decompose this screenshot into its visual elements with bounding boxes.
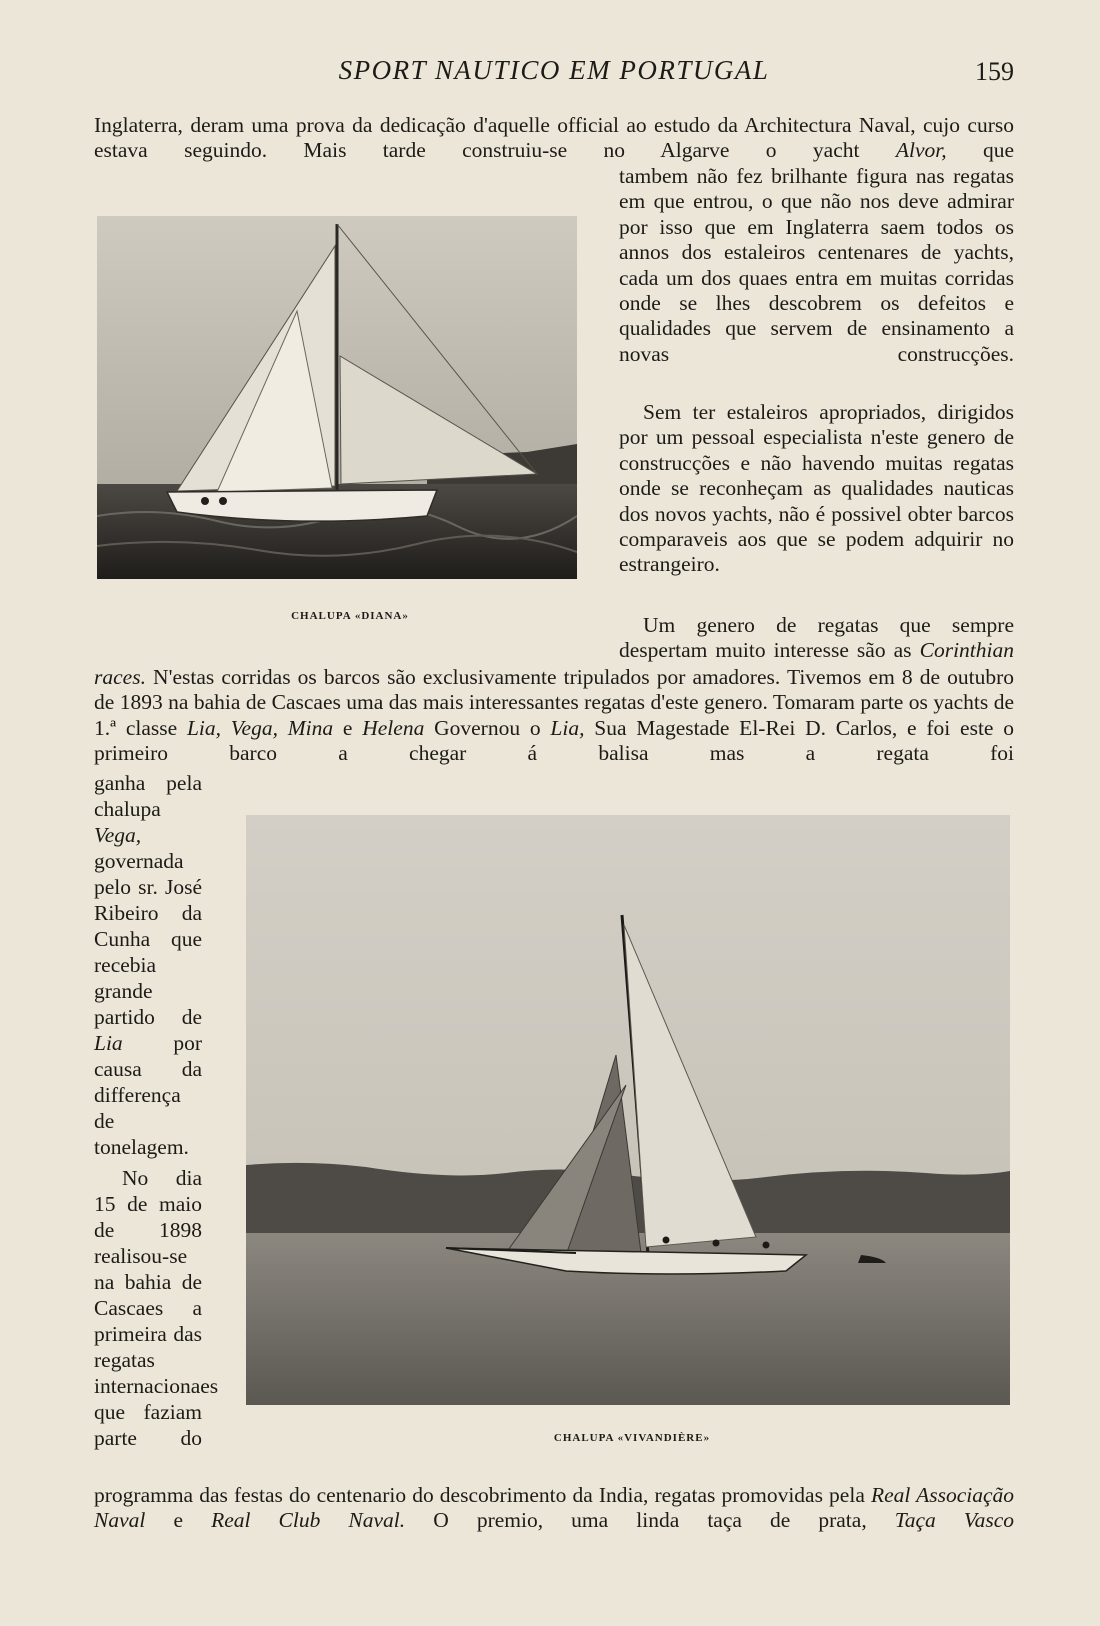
- paragraph-2: [619, 164, 1014, 367]
- yacht-name-lia: Lia,: [550, 715, 585, 740]
- running-title: SPORT NAUTICO EM PORTUGAL: [338, 55, 770, 85]
- yacht-names: Lia, Vega, Mina: [186, 715, 334, 740]
- sailboat-photo-diana: [97, 216, 577, 579]
- paragraph-3: [619, 400, 1014, 578]
- yacht-name-lia-2: Lia: [94, 1031, 123, 1055]
- narrow-column-2: [94, 1165, 219, 1451]
- caption-diana: CHALUPA «DIANA»: [291, 610, 409, 622]
- races-term: races.: [94, 665, 146, 689]
- photo-chalupa-vivandiere: [246, 815, 1010, 1405]
- taca-vasco: Taça Vasco: [894, 1508, 1015, 1533]
- paragraph-4: [619, 613, 1014, 664]
- paragraph-7-and: e: [173, 1508, 183, 1533]
- paragraph-5-text: N'estas corridas os barcos são exclusivamente tripulados por amadores. Tivemos em 8 de outubro de 1893 na bahia de Cascaes uma das mais interessantes regatas d'este genero. Tomaram parte os yachts de 1.ª classe: [94, 665, 1014, 740]
- page-number: 159: [975, 57, 1014, 86]
- caption-vivandiere: CHALUPA «VIVANDIÈRE»: [553, 1432, 711, 1444]
- paragraph-6-text: programma das festas do centenario do descobrimento da India, regatas promovidas pela: [94, 1483, 865, 1507]
- paragraph-1: [94, 113, 1014, 164]
- yacht-name-alvor: Alvor,: [895, 138, 947, 163]
- paragraph-6: [94, 1483, 1014, 1534]
- corinthian-term: Corinthian: [919, 638, 1015, 663]
- yacht-name-vega: Vega,: [94, 823, 142, 847]
- paragraph-5: [94, 665, 1014, 767]
- page-header: [94, 55, 1014, 95]
- yacht-name-helena: Helena: [362, 715, 425, 740]
- sailboat-photo-vivandiere: [246, 815, 1010, 1405]
- narrow-column-text-d: No dia 15 de maio de 1898 realisou-se na bahia de Cascaes a primeira das regatas internacionaes que faziam parte do: [94, 1166, 219, 1450]
- narrow-column: [94, 770, 202, 1160]
- paragraph-7-text: O premio, uma linda taça de prata,: [433, 1508, 867, 1533]
- narrow-column-text-b: governada pelo sr. José Ribeiro da Cunha que recebia grande partido de: [94, 849, 202, 1029]
- paragraph-5-and: e: [342, 715, 353, 740]
- paragraph-3-text: Sem ter estaleiros apropriados, dirigidos por um pessoal especialista n'este genero de construcções e não havendo muitas regatas onde se reconheçam as qualidades nauticas dos novos yachts, não é possivel obter barcos comparaveis aos que se podem adquirir no estrangeiro.: [619, 400, 1014, 577]
- narrow-column-text-a: ganha pela chalupa: [94, 771, 202, 821]
- paragraph-5-governou: Governou o: [434, 715, 541, 740]
- paragraph-1-end: que: [982, 138, 1015, 163]
- photo-chalupa-diana: [97, 216, 577, 579]
- real-associacao-naval: Real Associação Naval: [94, 1483, 1014, 1533]
- narrow-column-text-c: por causa da differença de tonelagem.: [94, 1031, 202, 1159]
- paragraph-4-text: Um genero de regatas que sempre despertam muito interesse são as: [619, 613, 1014, 663]
- paragraph-1-text: Inglaterra, deram uma prova da dedicação d'aquelle official ao estudo da Architectura Naval, cujo curso estava seguindo. Mais tarde construiu-se no Algarve o yacht: [94, 113, 1014, 163]
- real-club-naval: Real Club Naval.: [211, 1508, 406, 1533]
- paragraph-2-text: tambem não fez brilhante figura nas regatas em que entrou, o que não nos deve admirar por isso que em Inglaterra saem todos os annos dos estaleiros centenares de yachts, cada um dos quaes entra em muitas corridas onde se lhes descobrem os defeitos e qualidades que servem de ensinamento a novas construcções.: [619, 164, 1014, 366]
- paragraph-5-end: Sua Magestade El-Rei D. Carlos, e foi este o primeiro barco a chegar á balisa mas a regata foi: [94, 715, 1014, 766]
